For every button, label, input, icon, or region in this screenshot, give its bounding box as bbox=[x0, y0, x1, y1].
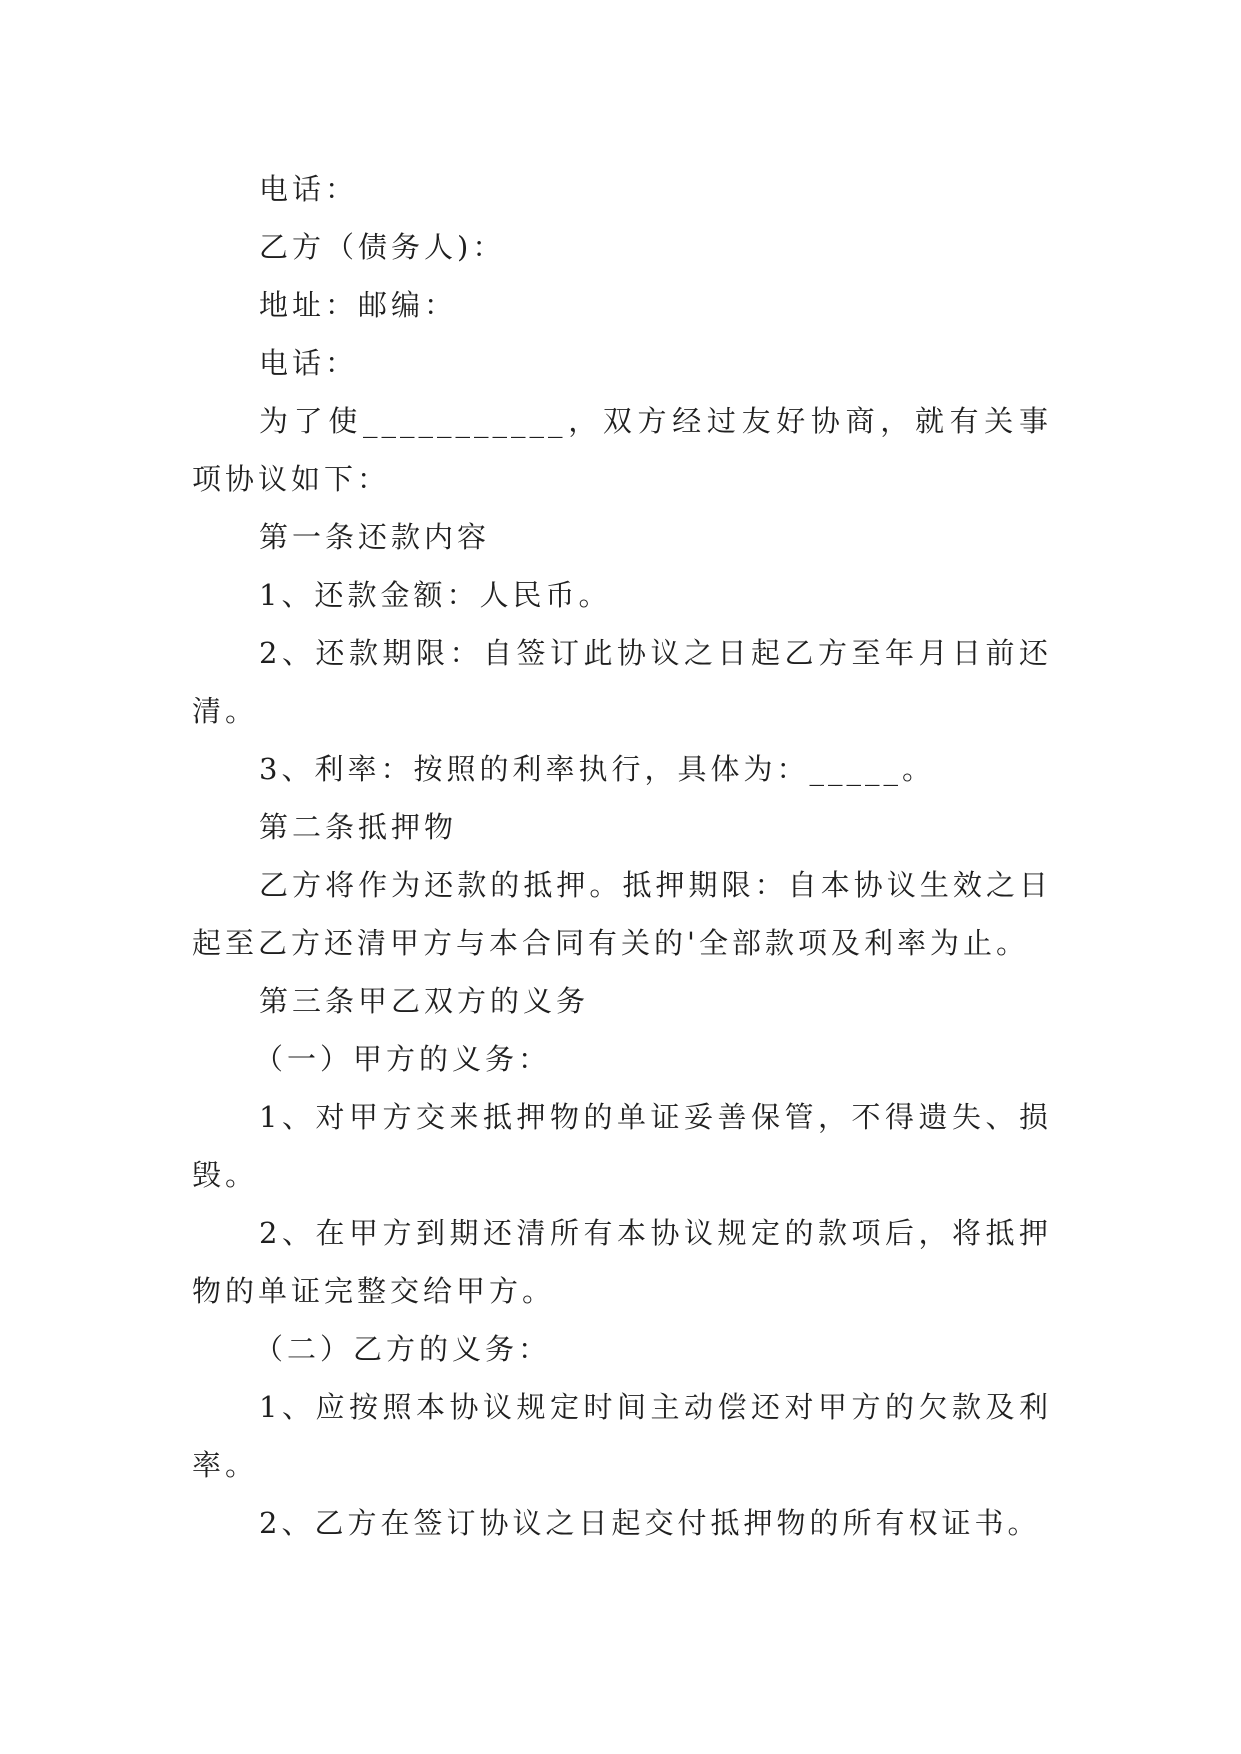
party-a-duty-2: 2、在甲方到期还清所有本协议规定的款项后，将抵押物的单证完整交给甲方。 bbox=[192, 1216, 1052, 1308]
article-2-heading: 第二条抵押物 bbox=[259, 810, 458, 844]
paragraph-phone-1: 电话： bbox=[259, 172, 359, 206]
article-2-body: 乙方将作为还款的抵押。抵押期限：自本协议生效之日起至乙方还清甲方与本合同有关的'全部款项及利率为止。 bbox=[192, 868, 1052, 960]
paragraph-phone-2: 电话： bbox=[259, 346, 359, 380]
article-1-item-2: 2、还款期限：自签订此协议之日起乙方至年月日前还清。 bbox=[192, 636, 1052, 728]
party-a-duty-1: 1、对甲方交来抵押物的单证妥善保管，不得遗失、损毁。 bbox=[192, 1100, 1052, 1192]
article-1-item-1: 1、还款金额：人民币。 bbox=[259, 578, 612, 612]
paragraph-party-b: 乙方（债务人)： bbox=[259, 230, 506, 264]
paragraph-purpose: 为了使___________，双方经过友好协商，就有关事项协议如下： bbox=[192, 404, 1052, 496]
party-b-duty-1: 1、应按照本协议规定时间主动偿还对甲方的欠款及利率。 bbox=[192, 1390, 1052, 1482]
party-b-duty-2: 2、乙方在签订协议之日起交付抵押物的所有权证书。 bbox=[259, 1506, 1041, 1540]
party-b-duties-heading: （二）乙方的义务： bbox=[254, 1332, 552, 1366]
article-3-heading: 第三条甲乙双方的义务 bbox=[259, 984, 590, 1018]
article-1-heading: 第一条还款内容 bbox=[259, 520, 491, 554]
party-a-duties-heading: （一）甲方的义务： bbox=[254, 1042, 552, 1076]
document-body bbox=[192, 160, 1052, 1552]
paragraph-address: 地址：邮编： bbox=[259, 288, 458, 322]
article-1-item-3: 3、利率：按照的利率执行，具体为：_____。 bbox=[259, 752, 935, 786]
